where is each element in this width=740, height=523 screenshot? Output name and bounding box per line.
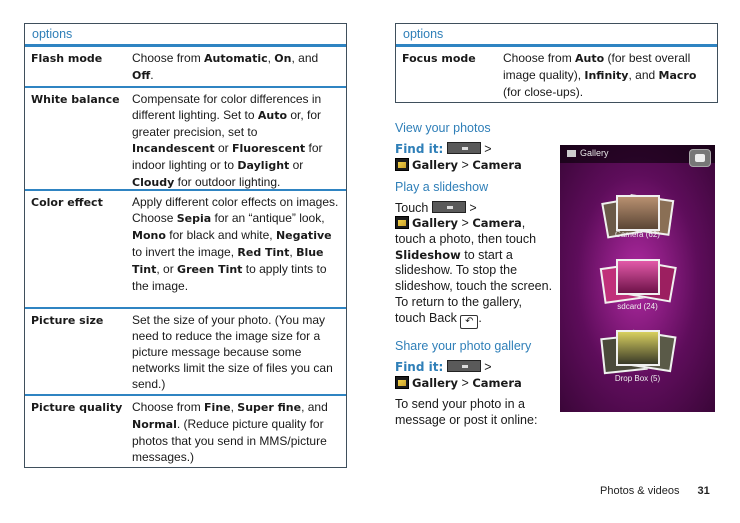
view-photos-section	[395, 120, 555, 173]
option-name: Focus mode	[402, 52, 476, 65]
path-line: Gallery > Camera	[395, 375, 555, 391]
page-number: 31	[697, 485, 710, 497]
table-row	[25, 307, 346, 394]
album-label: Drop Box (5)	[614, 374, 661, 383]
option-description: Choose from Fine, Super fine, and Normal. (Reduce picture quality for photos that you send in MMS/picture messages.)	[132, 400, 328, 464]
album-stack-dropbox[interactable]	[598, 328, 678, 376]
options-table-left	[24, 23, 347, 468]
option-description: Compensate for color differences in different lighting. Set to Auto or, for greater precision, set to Incandescent or Fluorescent for indoor lighting or to Daylight or Cloudy for outdoor lighting.	[132, 92, 323, 189]
touch-line: Touch >	[395, 201, 477, 215]
album-photo	[616, 259, 660, 295]
gallery-icon	[395, 376, 409, 389]
table-row	[25, 189, 346, 307]
section-heading: Share your photo gallery	[395, 339, 532, 353]
album-stack-sdcard[interactable]	[598, 257, 678, 305]
find-it-label: Find it:	[395, 142, 444, 156]
page-footer	[600, 485, 710, 497]
album-label: sdcard (24)	[617, 302, 658, 311]
gallery-title: Gallery	[580, 148, 609, 158]
album-photo	[616, 195, 660, 231]
find-it-label: Find it:	[395, 360, 444, 374]
table-row	[25, 394, 346, 467]
gallery-small-icon	[567, 150, 576, 157]
launcher-icon	[432, 201, 466, 213]
table-row	[25, 86, 346, 189]
section-heading: Play a slideshow	[395, 180, 489, 194]
option-description: Apply different color effects on images. Choose Sepia for an “antique” look, Mono for black and white, Negative to invert the image, Red Tint, Blue Tint, or Green Tint to apply tints to the image.	[132, 195, 339, 293]
album-photo	[616, 330, 660, 366]
back-icon: ↶	[460, 315, 478, 329]
section-heading: View your photos	[395, 121, 491, 135]
footer-section: Photos & videos	[600, 485, 680, 497]
share-section	[395, 338, 555, 428]
launcher-icon	[447, 142, 481, 154]
option-description: Choose from Auto (for best overall image quality), Infinity, and Macro (for close-ups).	[503, 51, 697, 99]
option-name: Color effect	[31, 196, 103, 209]
find-it-line: Find it: >	[395, 360, 492, 374]
launcher-icon	[447, 360, 481, 372]
option-name: Picture size	[31, 314, 104, 327]
album-label: Camera (62)	[615, 230, 660, 239]
gallery-screenshot	[560, 145, 715, 412]
table-header: options	[25, 24, 346, 47]
find-it-line: Find it: >	[395, 142, 492, 156]
gallery-icon	[395, 158, 409, 171]
table-header: options	[396, 24, 717, 47]
slideshow-section	[395, 179, 555, 329]
options-table-right	[395, 23, 718, 103]
option-description: Choose from Automatic, On, and Off.	[132, 51, 319, 82]
option-name: Picture quality	[31, 401, 123, 414]
option-description: Set the size of your photo. (You may need to reduce the image size for a picture message because some networks limit the size of files you can send.)	[132, 313, 333, 391]
option-name: Flash mode	[31, 52, 103, 65]
gallery-icon	[395, 216, 409, 229]
slideshow-body: Gallery > Camera, touch a photo, then touch Slideshow to start a slideshow. To stop the slideshow, touch the screen. To return to the gallery, touch Back ↶ .	[395, 216, 553, 327]
path-line: Gallery > Camera	[395, 157, 555, 173]
share-body: To send your photo in a message or post it online:	[395, 397, 538, 427]
table-row	[25, 47, 346, 86]
camera-icon[interactable]	[689, 149, 711, 167]
table-row	[396, 47, 717, 102]
option-name: White balance	[31, 93, 120, 106]
